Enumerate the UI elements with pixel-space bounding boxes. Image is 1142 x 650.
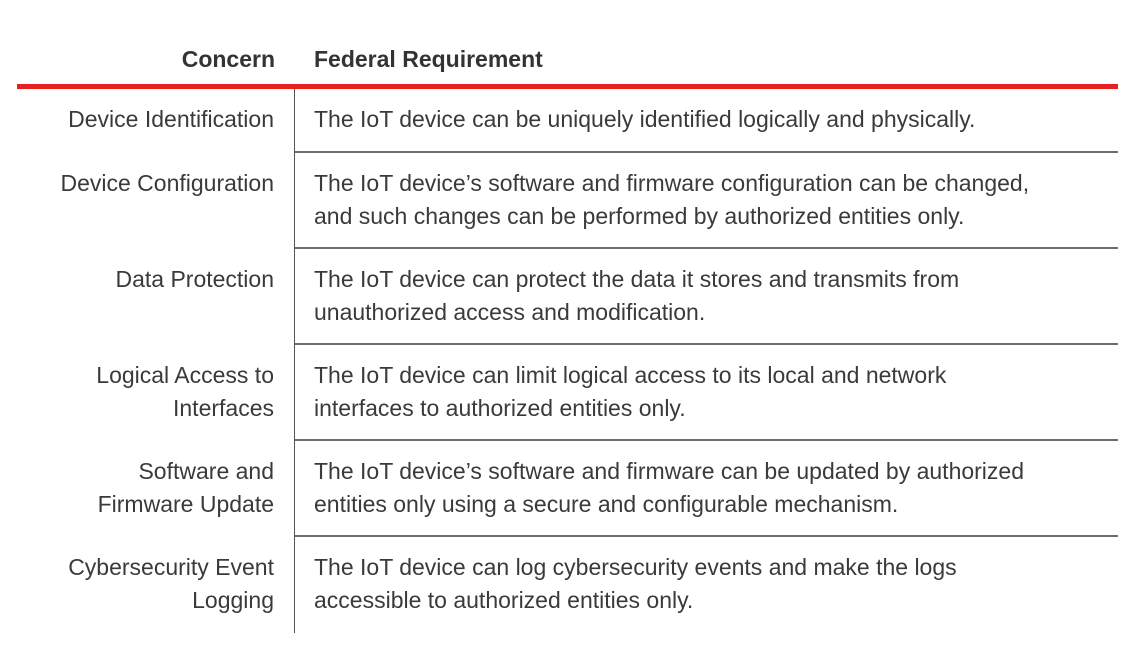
concern-cell bbox=[17, 89, 295, 153]
table-row bbox=[17, 153, 1118, 249]
table-header bbox=[17, 34, 1118, 89]
requirement-cell bbox=[295, 249, 1118, 345]
table-row bbox=[17, 249, 1118, 345]
table-row bbox=[17, 345, 1118, 441]
concern-cell bbox=[17, 537, 295, 633]
concern-text: Cybersecurity Event bbox=[68, 554, 274, 580]
requirements-table bbox=[17, 34, 1118, 633]
requirement-text: The IoT device can be uniquely identified logically and physically. bbox=[314, 106, 976, 132]
concern-cell bbox=[17, 153, 295, 249]
concern-text: Software and bbox=[138, 458, 274, 484]
requirement-text: The IoT device can protect the data it stores and transmits from bbox=[314, 266, 960, 292]
requirement-cell bbox=[295, 89, 1118, 153]
requirement-cell bbox=[295, 441, 1118, 537]
requirement-text: interfaces to authorized entities only. bbox=[314, 395, 686, 421]
concern-cell bbox=[17, 441, 295, 537]
concern-text: Data Protection bbox=[115, 266, 274, 292]
requirement-text: unauthorized access and modification. bbox=[314, 299, 706, 325]
table-row bbox=[17, 441, 1118, 537]
concern-text: Device Configuration bbox=[60, 170, 274, 196]
requirement-text: and such changes can be performed by authorized entities only. bbox=[314, 203, 965, 229]
requirement-cell bbox=[295, 537, 1118, 633]
concern-text: Firmware Update bbox=[97, 491, 274, 517]
table-row bbox=[17, 89, 1118, 153]
requirement-text: entities only using a secure and configurable mechanism. bbox=[314, 491, 899, 517]
requirement-cell bbox=[295, 345, 1118, 441]
header-concern: Concern bbox=[181, 45, 275, 72]
requirement-text: The IoT device’s software and firmware can be updated by authorized bbox=[314, 458, 1025, 484]
requirement-text: The IoT device’s software and firmware configuration can be changed, bbox=[314, 170, 1030, 196]
requirement-cell bbox=[295, 153, 1118, 249]
requirement-text: accessible to authorized entities only. bbox=[314, 587, 694, 613]
header-federal-requirement: Federal Requirement bbox=[314, 45, 543, 72]
requirement-text: The IoT device can limit logical access to its local and network bbox=[314, 362, 947, 388]
concern-text: Interfaces bbox=[173, 395, 274, 421]
requirement-text: The IoT device can log cybersecurity events and make the logs bbox=[314, 554, 957, 580]
concern-cell bbox=[17, 345, 295, 441]
concern-text: Logical Access to bbox=[96, 362, 274, 388]
table-row bbox=[17, 537, 1118, 633]
concern-text: Logging bbox=[192, 587, 274, 613]
concern-text: Device Identification bbox=[68, 106, 274, 132]
concern-cell bbox=[17, 249, 295, 345]
